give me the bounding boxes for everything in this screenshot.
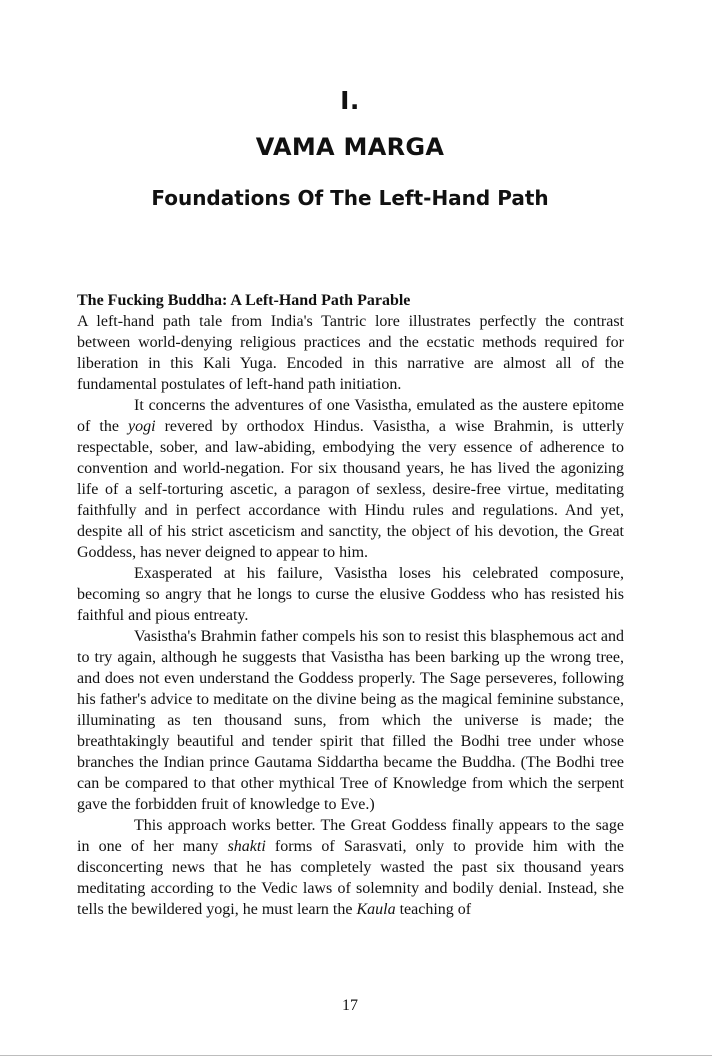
paragraph-text: It concerns the adventures of one Vasistha, emulated as the austere epitome of the [77, 397, 624, 435]
paragraph-2 [77, 395, 624, 563]
body-text [77, 290, 624, 920]
paragraph-text: This approach works better. The Great Goddess finally appears to the sage in one of her many [77, 817, 624, 855]
paragraph-text: revered by orthodox Hindus. Vasistha, a wise Brahmin, is utterly respectable, sober, and law-abiding, embodying the very essence of adherence to convention and world-negation. For six thousand years, he has lived the agonizing life of a self-torturing ascetic, a paragon of sexless, desire-free virtue, meditating faithfully and in perfect accordance with Hindu rules and regulations. And yet, despite all of his strict asceticism and sanctity, the object of his devotion, the Great Goddess, has never deigned to appear to him. [77, 418, 625, 561]
chapter-number: I. [340, 86, 360, 115]
paragraph-text: forms of Sarasvati, only to provide him with the disconcerting news that he has completely wasted the past six thousand years meditating according to the Vedic laws of solemnity and bodily denial. Instead, she tells the bewildered yogi, he must learn the [77, 838, 624, 918]
page-bottom-edge [0, 1055, 712, 1056]
paragraph-text: Exasperated at his failure, Vasistha loses his celebrated composure, becoming so angry that he longs to curse the elusive Goddess who has resisted his faithful and pious entreaty. [77, 565, 624, 624]
italic-term-kaula: Kaula [356, 901, 396, 918]
section-heading: The Fucking Buddha: A Left-Hand Path Parable [77, 292, 411, 309]
paragraph-text: Vasistha's Brahmin father compels his son to resist this blasphemous act and to try again, although he suggests that Vasistha has been barking up the wrong tree, and does not even understand the Goddess properly. The Sage perseveres, following his father's advice to meditate on the divine being as the magical feminine substance, illuminating as ten thousand suns, from which the universe is made; the breathtakingly beautiful and tender spirit that filled the Bodhi tree under whose branches the Indian prince Gautama Siddartha became the Buddha. (The Bodhi tree can be compared to that other mythical Tree of Knowledge from which the serpent gave the forbidden fruit of knowledge to Eve.) [77, 628, 624, 813]
paragraph-5 [77, 815, 624, 920]
paragraph-4 [77, 626, 624, 815]
chapter-title: VAMA MARGA [255, 133, 445, 161]
paragraph-3 [77, 563, 624, 626]
chapter-subtitle: Foundations Of The Left-Hand Path [151, 186, 549, 210]
paragraph-1 [77, 311, 624, 395]
paragraph-text: teaching of [395, 901, 472, 918]
page-number: 17 [342, 997, 358, 1014]
italic-term-yogi: yogi [128, 418, 156, 435]
italic-term-shakti: shakti [227, 838, 266, 855]
paragraph-text: A left-hand path tale from India's Tantric lore illustrates perfectly the contrast between world-denying religious practices and the ecstatic methods required for liberation in this Kali Yuga. Encoded in this narrative are almost all of the fundamental postulates of left-hand path initiation. [77, 313, 624, 393]
